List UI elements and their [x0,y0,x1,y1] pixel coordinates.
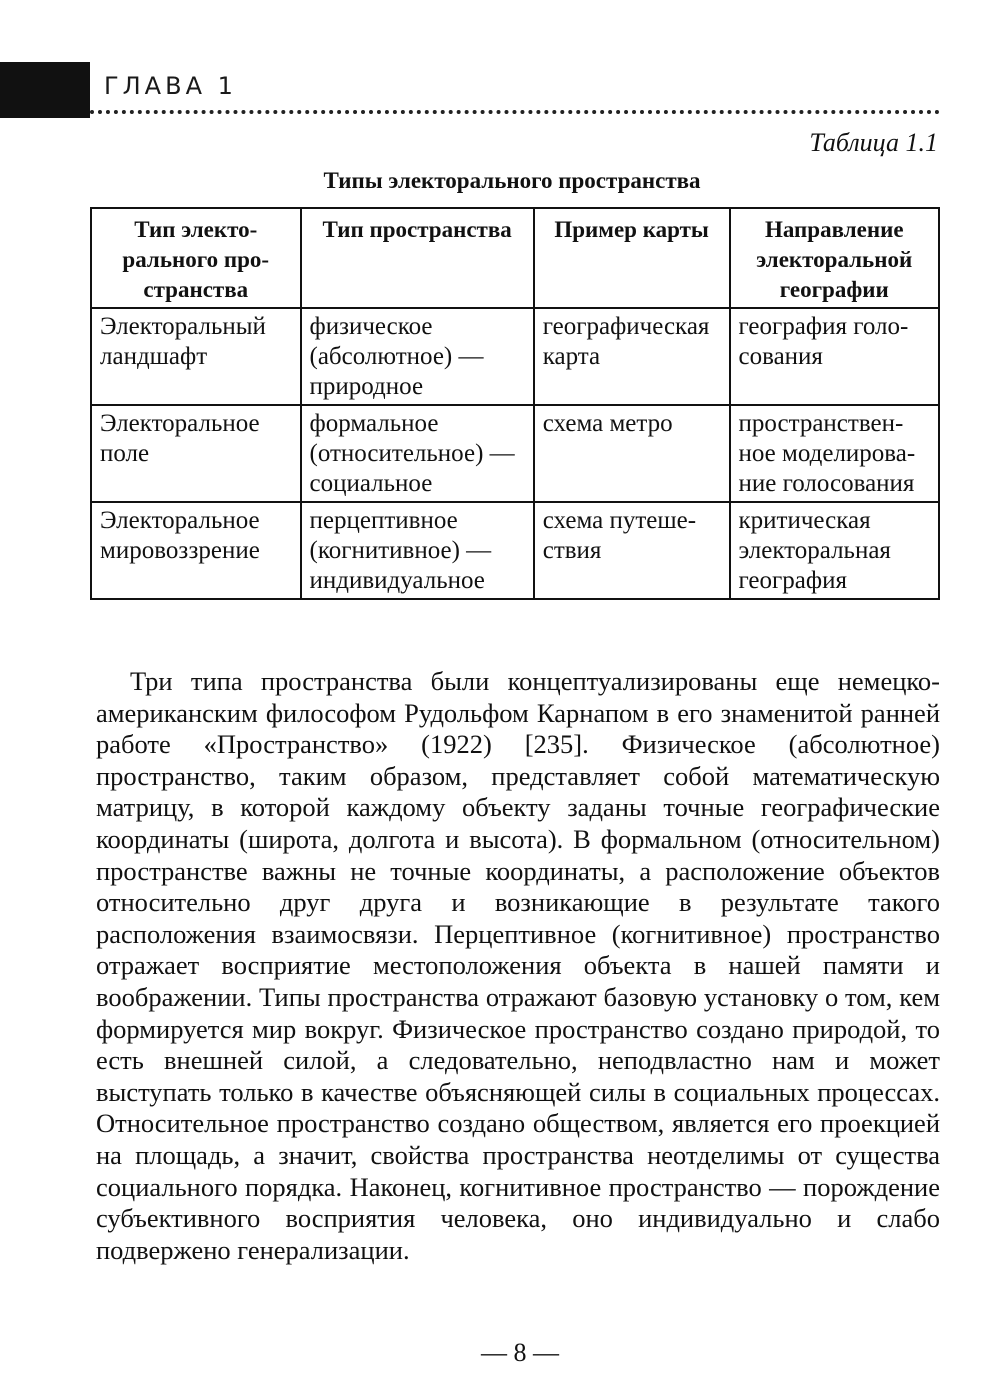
column-header: Пример карты [534,208,730,308]
header-dotted-rule [90,110,940,114]
chapter-title: ГЛАВА 1 [104,72,237,100]
table-cell: Электоральный ландшафт [91,308,301,405]
table-cell: формальное (относительное) — социальное [301,405,534,502]
table-cell: перцептивное (когнитивное) — индивидуальное [301,502,534,599]
page-number: — 8 — [481,1338,559,1367]
column-header: Тип пространства [301,208,534,308]
table-cell: критическая электоральная география [730,502,940,599]
column-header: Тип электо- рального про- странства [91,208,301,308]
table-cell: географическая карта [534,308,730,405]
table-label: Таблица 1.1 [809,128,938,157]
table-header-row [91,208,939,308]
table-cell: Электоральное поле [91,405,301,502]
table-row [91,502,939,599]
table-cell: пространствен- ное моделирова- ние голосования [730,405,940,502]
chapter-marker-block [0,62,90,118]
table-cell: Электоральное мировоззрение [91,502,301,599]
table-row [91,405,939,502]
table-cell: география голо- сования [730,308,940,405]
table-cell: физическое (абсолютное) — природное [301,308,534,405]
body-paragraph: Три типа пространства были концептуализированы еще немецко-американским философом Рудольфом Карнапом в его знаменитой ранней работе «Пространство» (1922) [235]. Физическое (абсолютное) пространство, таким образом, представляет собой математическую матрицу, в которой каждому объекту заданы точные географические координаты (широта, долгота и высота). В формальном (относительном) пространстве важны не точные координаты, а расположение объектов относительно друг друга и возникающие в результате такого расположения взаимосвязи. Перцептивное (когнитивное) пространство отражает восприятие местоположения объекта в нашей памяти и воображении. Типы пространства отражают базовую установку о том, кем формируется мир вокруг. Физическое пространство создано природой, то есть внешней силой, а следовательно, неподвластно нам и может выступать только в качестве объясняющей силы в социальных процессах. Относительное пространство создано обществом, является его проекцией на площадь, а значит, свойства пространства неотделимы от существа социального порядка. Наконец, когнитивное пространство — порождение субъективного восприятия человека, оно индивидуально и слабо подвержено генерализации. [96,666,940,1265]
table-title: Типы электорального пространства [323,168,701,193]
table-cell: схема метро [534,405,730,502]
electoral-space-table [90,207,940,600]
table-row [91,308,939,405]
table-cell: схема путеше- ствия [534,502,730,599]
column-header: Направление электоральной географии [730,208,940,308]
